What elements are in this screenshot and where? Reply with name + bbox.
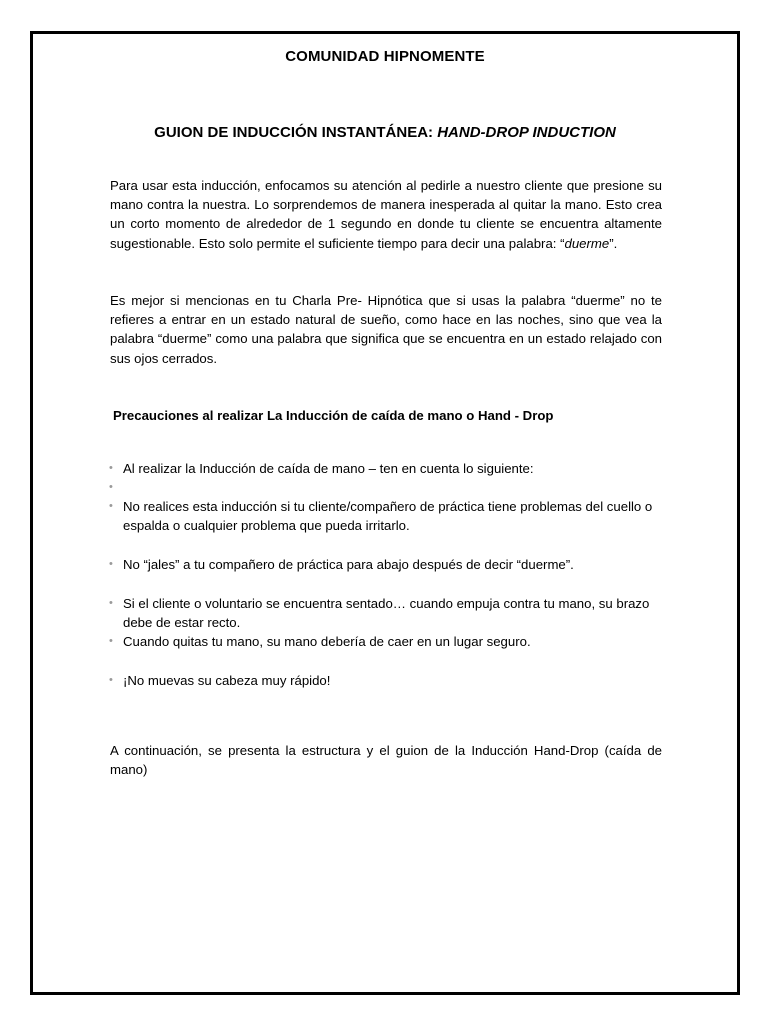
bullet-icon: • xyxy=(109,558,113,570)
document-title-plain: GUION DE INDUCCIÓN INSTANTÁNEA: xyxy=(154,124,438,141)
document-title-italic: HAND-DROP INDUCTION xyxy=(437,124,616,141)
bullet-icon: • xyxy=(109,635,113,647)
list-item-text: No “jales” a tu compañero de práctica para abajo después de decir “duerme”. xyxy=(123,557,574,572)
list-item-text: Cuando quitas tu mano, su mano debería de caer en un lugar seguro. xyxy=(123,634,531,649)
list-item xyxy=(109,555,669,574)
bullet-icon: • xyxy=(109,462,113,474)
bullet-icon: • xyxy=(109,597,113,609)
bullet-icon: • xyxy=(109,481,113,493)
page-header: COMUNIDAD HIPNOMENTE xyxy=(285,48,485,65)
list-item xyxy=(109,671,669,690)
explanation-paragraph: Es mejor si mencionas en tu Charla Pre- Hipnótica que si usas la palabra “duerme” no te refieres a entrar en un estado natural de sueño, como hace en las noches, sino que vea la palabra “duerme” como una palabra que significa que se encuentra en un estado relajado con sus ojos cerrados. xyxy=(110,293,662,366)
list-item-text: Al realizar la Inducción de caída de mano – ten en cuenta lo siguiente: xyxy=(123,461,534,476)
bullet-icon: • xyxy=(109,674,113,686)
list-item-text: No realices esta inducción si tu cliente/compañero de práctica tiene problemas del cuello o espalda o cualquier problema que pueda irritarlo. xyxy=(123,499,653,534)
list-item xyxy=(109,459,669,478)
intro-paragraph-text: Para usar esta inducción, enfocamos su atención al pedirle a nuestro cliente que presione su mano contra la nuestra. Lo sorprendemos de manera inesperada al quitar la mano. Esto crea un corto momento de alrededor de 1 segundo en donde tu cliente se encuentra altamente sugestionable. Esto solo permite el suficiente tiempo para decir una palabra: “ xyxy=(110,178,662,251)
closing-paragraph: A continuación, se presenta la estructura y el guion de la Inducción Hand-Drop (caída de mano) xyxy=(110,743,662,778)
intro-paragraph-italic-word: duerme xyxy=(564,235,610,251)
list-item-text: Si el cliente o voluntario se encuentra sentado… cuando empuja contra tu mano, su brazo debe de estar recto. xyxy=(123,596,650,631)
precautions-heading: Precauciones al realizar La Inducción de caída de mano o Hand - Drop xyxy=(113,408,554,423)
document-title xyxy=(33,124,737,141)
intro-paragraph-end: ”. xyxy=(609,235,618,251)
list-item xyxy=(109,497,669,535)
list-item-text: ¡No muevas su cabeza muy rápido! xyxy=(123,673,331,688)
list-item xyxy=(109,632,669,651)
bullet-icon: • xyxy=(109,500,113,512)
intro-paragraph xyxy=(110,176,662,253)
list-item xyxy=(109,594,669,632)
page-frame xyxy=(30,31,740,995)
